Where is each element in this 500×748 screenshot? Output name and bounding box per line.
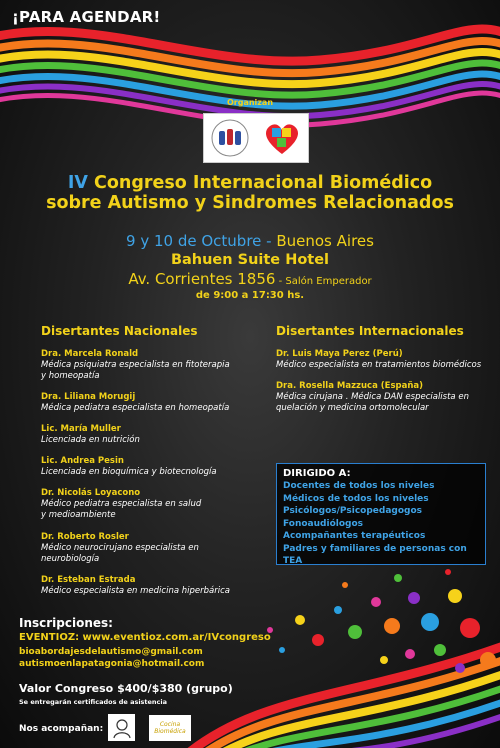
sponsors-label: Nos acompañan: [19, 724, 104, 734]
event-address: Av. Corrientes 1856 - Salón Emperador [128, 270, 372, 288]
title-line-1: Congreso Internacional Biomédico [94, 173, 433, 193]
internacionales-heading: Disertantes Internacionales [276, 324, 464, 338]
speaker-nacional: Dra. Liliana Morugij Médica pediatra especialista en homeopatía [41, 392, 230, 413]
audience-item: Psicólogos/Psicopedagogos [283, 506, 423, 516]
speaker-nacional: Dra. Marcela Ronald Médica psiquiatra especialista en fitoterapia y homeopatía [41, 349, 230, 381]
speaker-nacional: Dr. Nicolás Loyacono Médico pediatra especialista en salud y medioambiente [41, 488, 202, 520]
speaker-internacional: Dr. Luis Maya Perez (Perú) Médico especialista en tratamientos biomédicos [276, 349, 482, 370]
cocina-biomedica-logo: Cocina Biomédica [149, 715, 191, 741]
inscripciones-heading: Inscripciones: [19, 616, 113, 630]
event-dates: 9 y 10 de Octubre [126, 232, 262, 250]
hands-autism-foundation-logo-icon [204, 114, 256, 162]
audience-item: Médicos de todos los niveles [283, 493, 429, 504]
event-room: - Salón Emperador [275, 276, 372, 287]
title-line-2: sobre Autismo y Sindromes Relacionados [46, 193, 454, 213]
event-city: Buenos Aires [276, 232, 374, 250]
organizer-logos [203, 113, 309, 163]
event-hours: de 9:00 a 17:30 hs. [195, 290, 305, 301]
congress-title [0, 173, 500, 213]
dirigido-title: DIRIGIDO A: [283, 468, 351, 479]
sponsor-portrait-logo-icon [108, 714, 135, 741]
audience-item: Padres y familiares de personas con TEA [283, 543, 467, 566]
audience-item: Acompañantes terapéuticos [283, 531, 426, 541]
speaker-nacional: Dr. Esteban Estrada Médico especialista en medicina hiperbárica [41, 575, 230, 596]
eventioz-link[interactable]: EVENTIOZ: www.eventioz.com.ar/IVcongreso [19, 632, 271, 643]
audience-item: Fonoaudiólogos [283, 518, 363, 529]
puzzle-heart-logo-icon [256, 114, 308, 162]
dirigido-a-box [276, 463, 486, 565]
edition-number: IV [67, 173, 88, 193]
speaker-nacional: Dr. Roberto Rosler Médico neurocirujano especialista en neurobiología [41, 532, 199, 564]
date-location: 9 y 10 de Octubre - Buenos Aires [126, 232, 374, 250]
speaker-internacional: Dra. Rosella Mazzuca (España) Médica cirujana . Médica DAN especialista en quelación y medicina ortomolecular [276, 381, 469, 413]
organizan-label: Organizan [226, 98, 274, 107]
price-text: Valor Congreso $400/$380 (grupo) [19, 682, 233, 695]
speaker-nacional: Lic. Andrea Pesin Licenciada en bioquímica y biotecnología [41, 456, 217, 477]
certificates-note: Se entregarán certificados de asistencia [19, 698, 168, 706]
event-hotel: Bahuen Suite Hotel [170, 252, 330, 268]
nacionales-heading: Disertantes Nacionales [41, 324, 198, 338]
email-link-1[interactable]: bioabordajesdelautismo@gmail.com [19, 647, 203, 657]
speaker-nacional: Lic. María Muller Licenciada en nutrición [41, 424, 140, 445]
email-link-2[interactable]: autismoenlapatagonia@hotmail.com [19, 659, 205, 669]
para-agendar-heading: ¡PARA AGENDAR! [12, 8, 161, 26]
audience-item: Docentes de todos los niveles [283, 481, 435, 491]
